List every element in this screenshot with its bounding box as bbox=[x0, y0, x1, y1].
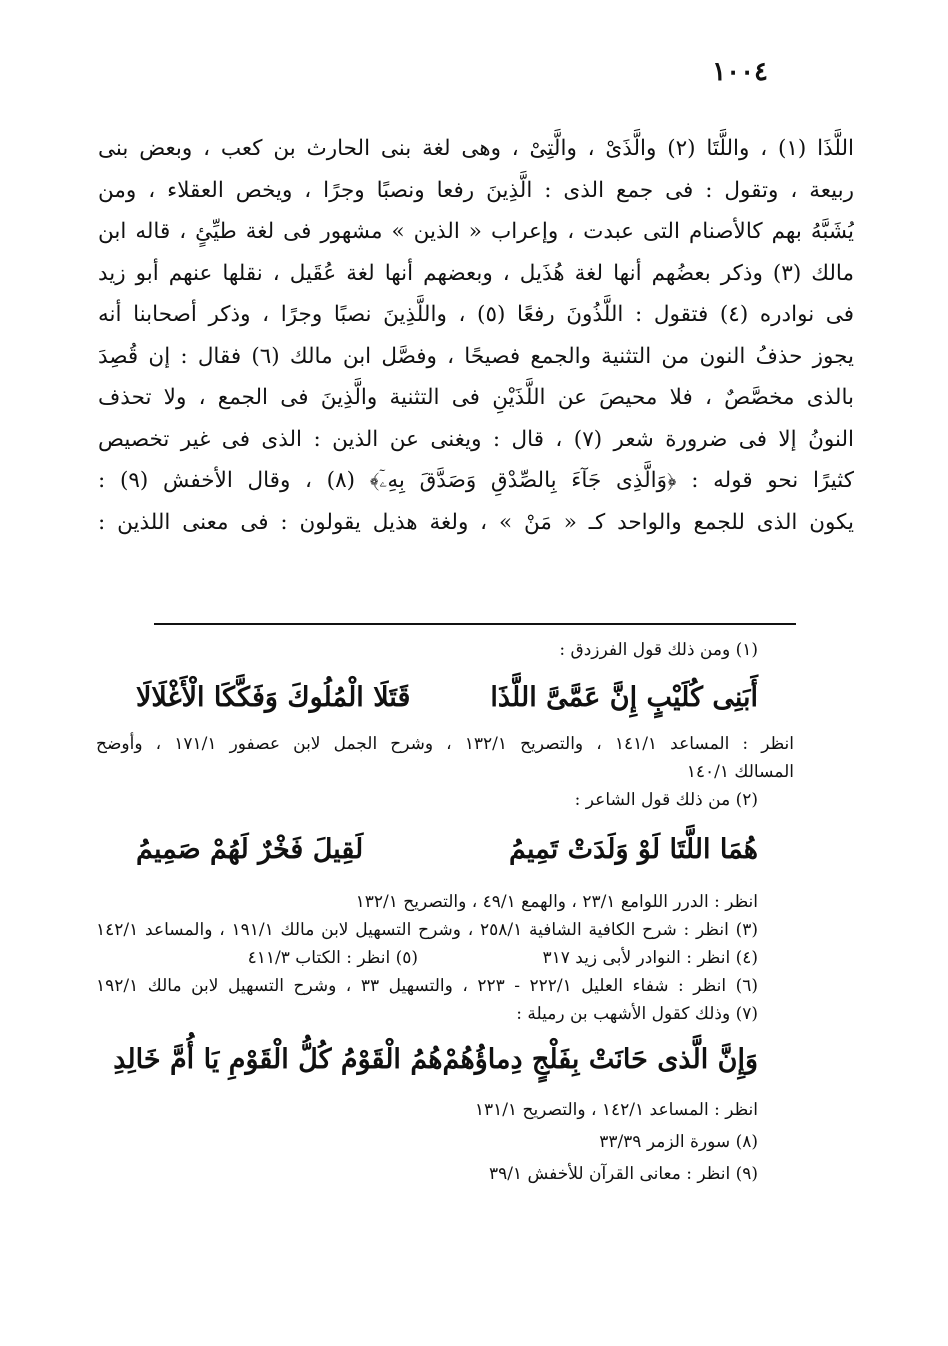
footnote-separator bbox=[154, 623, 796, 625]
body-line-9: كثيرًا نحو قوله : ﴿وَالَّذِى جَآءَ بِالصِّدْقِ وَصَدَّقَ بِهِۦٓ﴾ (٨) ، وقال الأخفش (٩) : bbox=[98, 468, 854, 493]
footnote-2-intro: (٢) من ذلك قول الشاعر : bbox=[574, 790, 758, 810]
verse-second-hemistich: قَتَلَا الْمُلُوكَ وَفَكَّكَا الْأَغْلَالَا bbox=[136, 682, 411, 713]
footnote-2-reference: انظر : الدرر اللوامع ٢٣/١ ، والهمع ٤٩/١ ، والتصريح ١٣٢/١ bbox=[355, 892, 758, 912]
footnote-3: (٣) انظر : شرح الكافية الشافية ٢٥٨/١ ، وشرح التسهيل لابن مالك ١٩١/١ ، والمساعد ١٤٢/١ bbox=[96, 920, 758, 940]
verse-first-hemistich: أَبَنِى كُلَيْبٍ إِنَّ عَمَّىَّ اللَّذَا bbox=[490, 682, 758, 713]
verse-first-hemistich: وَإِنَّ الَّذى حَانَتْ بِفَلْجٍ دِماؤُهُمْ bbox=[442, 1044, 758, 1075]
footnote-4-5 bbox=[96, 944, 758, 972]
footnotes bbox=[96, 636, 794, 1188]
footnote-1-reference: انظر : المساعد ١٤١/١ ، والتصريح ١٣٢/١ ، وشرح الجمل لابن عصفور ١٧١/١ ، وأوضح bbox=[96, 734, 794, 754]
footnote-1-reference-cont: المسالك ١٤٠/١ bbox=[686, 762, 794, 782]
footnote-7-reference: انظر : المساعد ١٤٢/١ ، والتصريح ١٣١/١ bbox=[474, 1100, 758, 1120]
footnote-2-verse bbox=[96, 830, 758, 870]
body-line-1: اللَّذَا (١) ، واللَّتَا (٢) والَّذَىْ ، والَّتِىْ ، وهى لغة بنى الحارث بن كعب ، وبعض بنى bbox=[98, 136, 854, 161]
body-line-5: فى نوادره (٤) فتقول : اللَّذُونَ رفعًا (٥) ، واللَّذِينَ نصبًا وجرًا ، وذكر أصحابنا أنه bbox=[98, 302, 854, 327]
body-line-8: النونُ إلا فى ضرورة شعر (٧) ، قال : ويغنى عن الذين : الذى فى غير تخصيص bbox=[98, 426, 854, 452]
footnote-6: (٦) انظر : شفاء العليل ٢٢٢/١ - ٢٢٣ ، والتسهيل ٣٣ ، وشرح التسهيل لابن مالك ١٩٢/١ bbox=[96, 976, 758, 996]
verse-second-hemistich: هُمُ الْقَوْمُ كُلُّ الْقَوْمِ يَا أُمَّ خَالِدِ bbox=[113, 1044, 443, 1075]
footnote-1-intro: (١) ومن ذلك قول الفرزدق : bbox=[559, 640, 758, 660]
body-line-3: يُشَبَّهُ بهم كالأصنام التى عبدت ، وإعراب « الذين » مشهور فى لغة طيِّئٍ ، قاله ابن bbox=[98, 219, 854, 244]
footnote-7-intro: (٧) وذلك كقول الأشهب بن رميلة : bbox=[516, 1004, 758, 1024]
body-line-10: يكون الذى للجمع والواحد كـ « مَنْ » ، ولغة هذيل يقولون : فى معنى اللذين : bbox=[98, 509, 854, 535]
footnote-7-verse bbox=[96, 1040, 758, 1080]
body-text bbox=[98, 128, 854, 543]
body-line-7: بالذى مخصَّصٌ ، فلا محيصَ عن اللَّذَيْنِ فى التثنية والَّذِينَ فى الجمع ، ولا تحذف bbox=[98, 385, 854, 410]
verse-second-hemistich: لَقِيلَ فَخْرٌ لَهُمْ صَمِيمُ bbox=[136, 834, 364, 865]
body-line-4: مالك (٣) وذكر بعضُهم أنها لغة هُذَيل ، وبعضهم أنها لغة عُقَيل ، نقلها عنهم أبو زيد bbox=[98, 260, 854, 286]
body-line-6: يجوز حذفُ النون من التثنية والجمع فصيحًا ، وفصَّل ابن مالك (٦) فقال : إن قُصِدَ bbox=[98, 343, 854, 369]
verse-first-hemistich: هُمَا اللَّتَا لَوْ وَلَدَتْ تَمِيمُ bbox=[509, 834, 758, 865]
footnote-4: (٤) انظر : النوادر لأبى زيد ٣١٧ bbox=[542, 948, 758, 968]
footnote-1-verse bbox=[96, 678, 758, 718]
body-line-2: ربيعة ، وتقول : فى جمع الذى : الَّذِينَ رفعا ونصبًا وجرًا ، ويخص العقلاء ، ومن bbox=[98, 177, 854, 203]
page-number: ١٠٠٤ bbox=[712, 57, 768, 87]
footnote-8: (٨) سورة الزمر ٣٣/٣٩ bbox=[599, 1132, 758, 1152]
footnote-5: (٥) انظر : الكتاب ٤١١/٣ bbox=[247, 948, 418, 968]
footnote-9: (٩) انظر : معانى القرآن للأخفش ٣٩/١ bbox=[488, 1164, 758, 1184]
